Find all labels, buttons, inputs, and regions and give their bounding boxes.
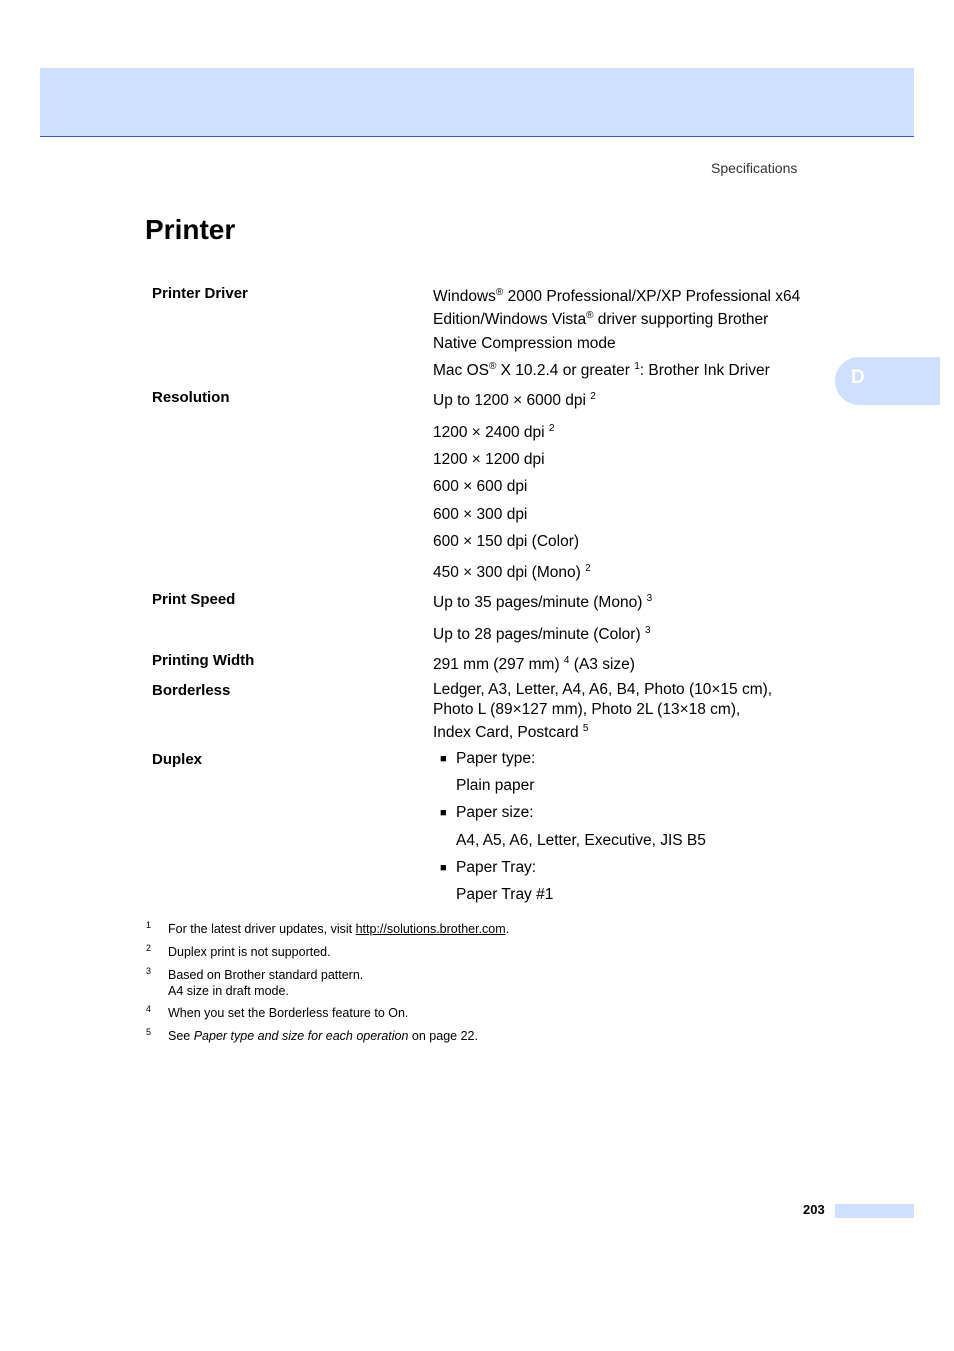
footnote-text: See — [168, 1029, 194, 1043]
duplex-paper-size-label: Paper size: — [456, 804, 534, 821]
windows-text: Native Compression mode — [433, 334, 616, 352]
footnote-text: . — [505, 922, 510, 936]
footnote-ref: 2 — [548, 423, 555, 434]
windows-text: Windows — [433, 288, 496, 305]
borderless-value: Photo L (89×127 mm), Photo 2L (13×18 cm), — [433, 701, 741, 718]
print-speed-value — [433, 623, 651, 646]
duplex-paper-size-value: A4, A5, A6, Letter, Executive, JIS B5 — [456, 832, 706, 849]
footnote-ref: 1 — [634, 361, 640, 372]
footnote-number: 4 — [146, 1004, 152, 1014]
resolution-value: 600 × 300 dpi — [433, 506, 528, 523]
printing-width-value — [433, 653, 635, 676]
borderless-text: Index Card, Postcard — [433, 724, 583, 741]
resolution-value — [433, 421, 555, 444]
section-label: Specifications — [711, 160, 798, 176]
footnote-ref: 4 — [563, 655, 570, 666]
registered-mark: ® — [495, 287, 504, 298]
bullet-icon: ■ — [440, 807, 447, 819]
footnote-text: on page 22. — [408, 1029, 478, 1043]
page-title: Printer — [145, 214, 236, 245]
footnote-text: For the latest driver updates, visit — [168, 922, 356, 936]
resolution-value — [433, 389, 596, 412]
chapter-tab-letter: D — [851, 367, 865, 388]
registered-mark: ® — [488, 361, 497, 372]
mac-text: X 10.2.4 or greater — [496, 362, 635, 379]
footnote-3: Based on Brother standard pattern. — [168, 968, 364, 982]
driver-updates-link[interactable]: http://solutions.brother.com — [355, 922, 506, 936]
footnote-number: 5 — [146, 1027, 152, 1037]
resolution-value: 1200 × 1200 dpi — [433, 451, 545, 468]
mac-text: : Brother Ink Driver — [639, 362, 770, 379]
resolution-text: Up to 1200 × 6000 dpi — [433, 392, 591, 409]
duplex-paper-type-label: Paper type: — [456, 750, 536, 767]
printing-width-text: 291 mm (297 mm) — [433, 656, 564, 673]
footnote-number: 3 — [146, 966, 152, 976]
footnote-ref: 2 — [590, 391, 596, 402]
borderless-label: Borderless — [152, 682, 231, 699]
bullet-icon: ■ — [440, 753, 447, 765]
printer-driver-mac-value — [433, 359, 770, 382]
footnote-ref: 3 — [644, 625, 651, 636]
footnote-4: When you set the Borderless feature to On. — [168, 1006, 409, 1020]
print-speed-text: Up to 28 pages/minute (Color) — [433, 626, 645, 643]
borderless-value — [433, 721, 588, 744]
footnote-2: Duplex print is not supported. — [168, 945, 331, 959]
windows-text: 2000 Professional/XP/XP Professional x64 — [503, 288, 801, 305]
registered-mark: ® — [586, 310, 594, 322]
footnote-3-cont: A4 size in draft mode. — [168, 984, 289, 998]
header-band — [40, 68, 914, 137]
duplex-paper-tray-value: Paper Tray #1 — [456, 886, 554, 903]
resolution-value — [433, 561, 591, 584]
resolution-value: 600 × 150 dpi (Color) — [433, 533, 580, 550]
printing-width-text: (A3 size) — [569, 656, 635, 673]
print-speed-label: Print Speed — [152, 591, 236, 608]
footer-band — [835, 1204, 914, 1218]
printer-driver-label: Printer Driver — [152, 285, 248, 302]
duplex-label: Duplex — [152, 751, 203, 768]
footnote-5 — [168, 1029, 478, 1043]
borderless-value: Ledger, A3, Letter, A4, A6, B4, Photo (10×15 cm), — [433, 681, 773, 698]
windows-text: Edition/Windows Vista — [433, 311, 587, 329]
footnote-number: 2 — [146, 943, 152, 953]
duplex-paper-type-value: Plain paper — [456, 777, 535, 794]
page-number: 203 — [803, 1202, 825, 1217]
resolution-label: Resolution — [152, 389, 230, 406]
footnote-number: 1 — [146, 920, 152, 930]
footnote-ref: 5 — [582, 723, 589, 734]
footnote-ref: 3 — [646, 593, 653, 604]
print-speed-text: Up to 35 pages/minute (Mono) — [433, 594, 647, 611]
print-speed-value — [433, 591, 652, 614]
printing-width-label: Printing Width — [152, 652, 255, 669]
footnote-ref: 2 — [585, 563, 591, 574]
resolution-text: 450 × 300 dpi (Mono) — [433, 564, 586, 581]
footnote-1 — [168, 922, 509, 936]
resolution-text: 1200 × 2400 dpi — [433, 424, 549, 441]
mac-text: Mac OS — [433, 362, 489, 379]
resolution-value: 600 × 600 dpi — [433, 478, 528, 495]
footnote-reference-title: Paper type and size for each operation — [193, 1029, 409, 1043]
windows-text: driver supporting Brother — [593, 311, 769, 329]
printer-driver-windows-value — [433, 285, 800, 355]
duplex-paper-tray-label: Paper Tray: — [456, 859, 537, 876]
bullet-icon: ■ — [440, 862, 447, 874]
